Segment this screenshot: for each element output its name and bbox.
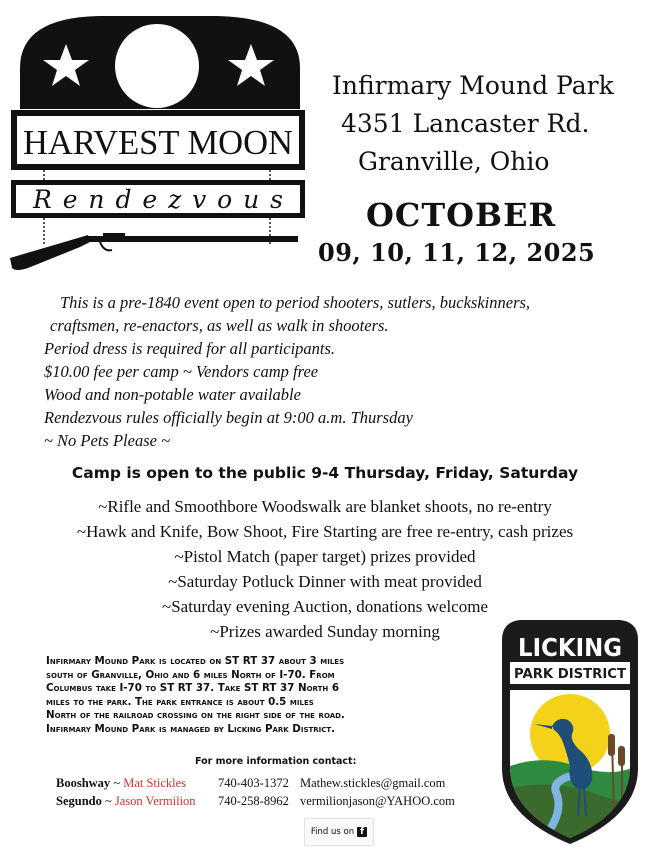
contact-row xyxy=(56,794,196,809)
intro-line: ~ No Pets Please ~ xyxy=(44,431,170,450)
contact-phone: 740-403-1372 xyxy=(218,776,289,790)
directions-line: North of the railroad crossing on the right side of the road. xyxy=(46,709,345,721)
intro-line: Period dress is required for all participants. xyxy=(44,339,336,358)
directions-line: Infirmary Mound Park is managed by Licking Park District. xyxy=(46,722,336,735)
venue-name: Infirmary Mound Park xyxy=(332,71,614,100)
badge-line2: PARK DISTRICT xyxy=(514,667,627,682)
facebook-badge[interactable] xyxy=(304,818,374,846)
contact-row xyxy=(56,776,186,791)
contact-role: Booshway xyxy=(56,776,111,790)
logo-moon xyxy=(115,24,199,108)
venue-street: 4351 Lancaster Rd. xyxy=(341,109,590,138)
intro-block xyxy=(44,291,624,452)
directions-line: miles to the park. The park entrance is about 0.5 miles xyxy=(46,695,314,708)
intro-line: Rendezvous rules officially begin at 9:00 a.m. Thursday xyxy=(44,408,413,427)
directions-block xyxy=(46,655,476,736)
contact-role: Segundo xyxy=(56,794,102,808)
harvest-moon-logo xyxy=(8,6,308,276)
musket-icon xyxy=(10,233,298,270)
intro-line: This is a pre-1840 event open to period shooters, sutlers, buckskinners, xyxy=(60,293,531,312)
facebook-icon: f xyxy=(357,827,367,837)
event-item: ~Saturday evening Auction, donations welcome xyxy=(162,597,488,616)
contact-email[interactable]: Mathew.stickles@gmail.com xyxy=(300,776,446,790)
venue-city: Granville, Ohio xyxy=(358,147,550,176)
contact-name: Mat Stickles xyxy=(123,776,187,790)
contact-heading: For more information contact: xyxy=(195,756,357,767)
contact-name: Jason Vermilion xyxy=(114,794,196,808)
contact-email[interactable]: vermilionjason@YAHOO.com xyxy=(300,794,455,808)
logo-title: HARVEST MOON xyxy=(23,123,293,162)
intro-line: craftsmen, re-enactors, as well as walk in shooters. xyxy=(50,316,389,335)
intro-line: Wood and non-potable water available xyxy=(44,385,301,404)
logo-subtitle: Rendezvous xyxy=(33,185,283,214)
event-item: ~Rifle and Smoothbore Woodswalk are blanket shoots, no re-entry xyxy=(98,497,552,516)
badge-line1: LICKING xyxy=(518,633,622,662)
contact-separator: ~ xyxy=(104,794,112,808)
contact-phone: 740-258-8962 xyxy=(218,794,289,808)
directions-line: south of Granville, Ohio and 6 miles North of I-70. From xyxy=(46,668,335,681)
intro-line: $10.00 fee per camp ~ Vendors camp free xyxy=(44,362,319,381)
event-item: ~Saturday Potluck Dinner with meat provided xyxy=(168,572,482,591)
event-item: ~Pistol Match (paper target) prizes provided xyxy=(174,547,476,566)
event-item: ~Hawk and Knife, Bow Shoot, Fire Starting are free re-entry, cash prizes xyxy=(76,522,574,541)
event-dates: 09, 10, 11, 12, 2025 xyxy=(318,238,596,267)
camp-hours: Camp is open to the public 9-4 Thursday, Friday, Saturday xyxy=(71,464,579,482)
event-item: ~Prizes awarded Sunday morning xyxy=(210,622,440,641)
directions-line: Columbus take I-70 to ST RT 37. Take ST RT 37 North 6 xyxy=(46,682,339,694)
licking-park-district-badge xyxy=(496,616,644,844)
event-month: OCTOBER xyxy=(366,196,557,234)
contact-separator: ~ xyxy=(113,776,121,790)
directions-line: Infirmary Mound Park is located on ST RT 37 about 3 miles xyxy=(46,655,345,667)
facebook-label: Find us on xyxy=(310,827,355,837)
